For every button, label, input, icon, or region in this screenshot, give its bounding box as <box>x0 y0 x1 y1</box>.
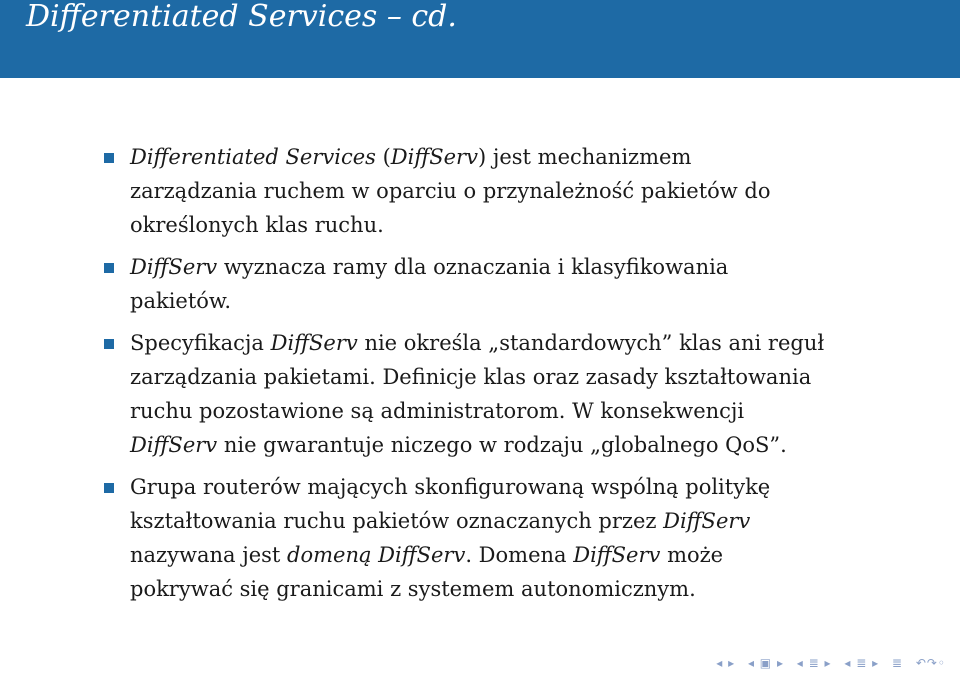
bullet-text-line <box>130 284 918 318</box>
emphasized-term: DiffServ <box>663 509 751 533</box>
bullet-square-icon <box>104 153 114 163</box>
text-run: wyznacza ramy dla oznaczania i klasyfikowania <box>217 255 729 279</box>
text-run: . Domena <box>465 543 574 567</box>
bullet-text-line <box>130 470 918 504</box>
bullet-text-line <box>130 360 918 394</box>
bullet-item <box>98 140 918 242</box>
bullet-text-line <box>130 572 918 606</box>
bullet-square-icon <box>104 339 114 349</box>
text-run: ) jest mechanizmem <box>477 145 692 169</box>
nav-align-icon[interactable]: ≣ <box>891 656 903 670</box>
nav-section-icon[interactable]: ◂ ≣ ▸ <box>796 656 832 670</box>
nav-subsection-icon[interactable]: ◂ ≣ ▸ <box>844 656 880 670</box>
bullet-text-line <box>130 250 918 284</box>
bullet-list <box>98 140 918 614</box>
nav-frame-arrows[interactable]: ◂ ▸ <box>716 656 736 670</box>
text-run: może <box>660 543 724 567</box>
text-run: ( <box>375 145 391 169</box>
bullet-text-line <box>130 140 918 174</box>
bullet-text-line <box>130 428 918 462</box>
nav-frame-icon[interactable]: ◂ ▣ ▸ <box>747 656 784 670</box>
text-run: nie gwarantuje niczego w rodzaju „globalnego QoS”. <box>217 433 787 457</box>
emphasized-term: DiffServ <box>130 433 218 457</box>
emphasized-term: Differentiated Services <box>130 145 376 169</box>
bullet-item <box>98 250 918 318</box>
text-run: pokrywać się granicami z systemem autonomicznym. <box>130 577 696 601</box>
slide-title: Differentiated Services – cd. <box>26 0 457 34</box>
text-run: kształtowania ruchu pakietów oznaczanych przez <box>130 509 664 533</box>
text-run: ruchu pozostawione są administratorom. W konsekwencji <box>130 399 745 423</box>
bullet-text-line <box>130 174 918 208</box>
text-run: Grupa routerów mających skonfigurowaną wspólną politykę <box>130 475 771 499</box>
emphasized-term: DiffServ <box>270 331 358 355</box>
beamer-navigation-bar <box>708 656 946 670</box>
bullet-text-line <box>130 504 918 538</box>
bullet-item <box>98 326 918 462</box>
nav-search-icon[interactable]: ↶↷◦ <box>915 656 946 670</box>
bullet-text-line <box>130 394 918 428</box>
bullet-text-line <box>130 208 918 242</box>
bullet-item <box>98 470 918 606</box>
emphasized-term: DiffServ <box>573 543 661 567</box>
emphasized-term: domeną DiffServ <box>287 543 466 567</box>
bullet-square-icon <box>104 263 114 273</box>
emphasized-term: DiffServ <box>390 145 478 169</box>
bullet-square-icon <box>104 483 114 493</box>
emphasized-term: DiffServ <box>130 255 218 279</box>
text-run: pakietów. <box>130 289 232 313</box>
text-run: zarządzania pakietami. Definicje klas oraz zasady kształtowania <box>130 365 812 389</box>
title-bar <box>0 0 960 78</box>
text-run: określonych klas ruchu. <box>130 213 384 237</box>
text-run: nazywana jest <box>130 543 288 567</box>
bullet-text-line <box>130 326 918 360</box>
text-run: zarządzania ruchem w oparciu o przynależność pakietów do <box>130 179 771 203</box>
bullet-text-line <box>130 538 918 572</box>
text-run: nie określa „standardowych” klas ani reguł <box>357 331 825 355</box>
text-run: Specyfikacja <box>130 331 271 355</box>
